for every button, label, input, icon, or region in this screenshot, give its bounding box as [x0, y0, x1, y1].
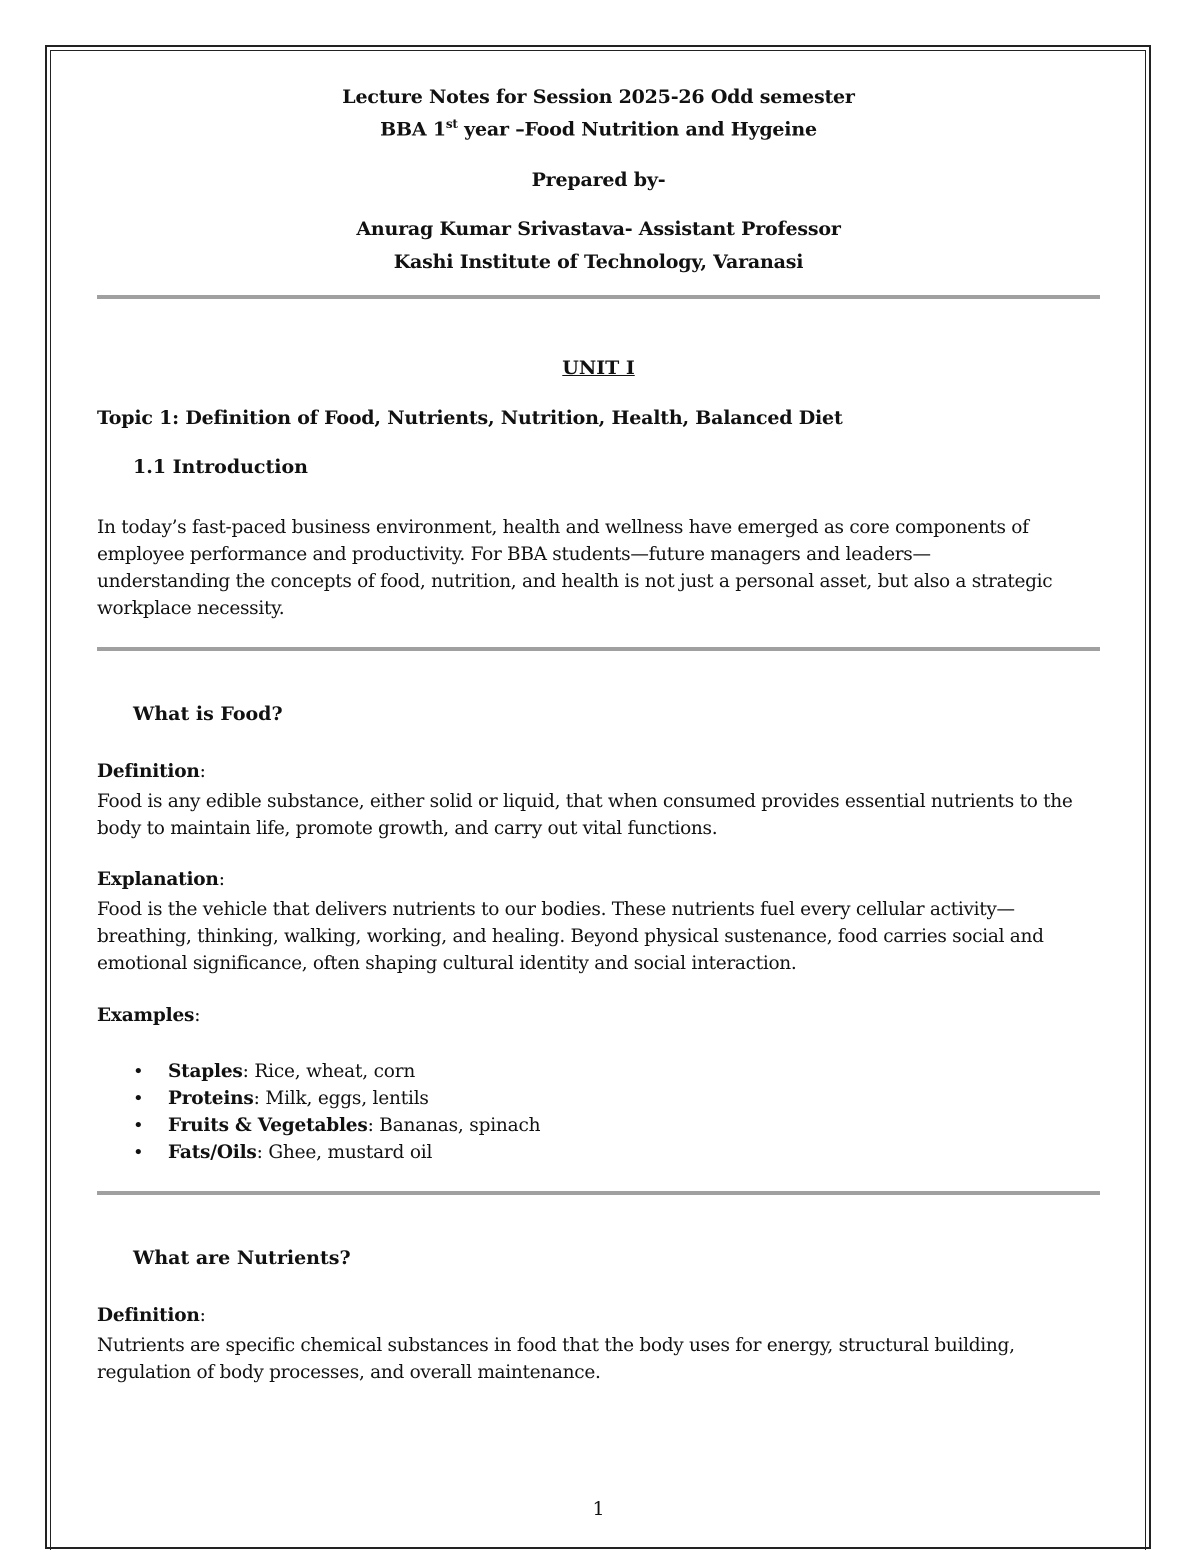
food-explanation [97, 896, 1100, 977]
food-definition-line: Food is any edible substance, either solid or liquid, that when consumed provides essential nutrients to the [97, 791, 1073, 812]
food-examples-list [97, 1058, 540, 1166]
list-item [97, 1139, 540, 1166]
food-heading: What is Food? [133, 703, 283, 725]
food-explanation-line: Food is the vehicle that delivers nutrients to our bodies. These nutrients fuel every cellular activity— [97, 899, 1015, 920]
intro-line: In today’s fast-paced business environment, health and wellness have emerged as core components of [97, 517, 1029, 538]
intro-line: employee performance and productivity. For BBA students—future managers and leaders— [97, 544, 931, 565]
nutrients-definition-line: Nutrients are specific chemical substances in food that the body uses for energy, structural building, [97, 1335, 1015, 1356]
intro-line: understanding the concepts of food, nutrition, and health is not just a personal asset, but also a strategic [97, 571, 1053, 592]
bullet-icon: • [133, 1142, 144, 1163]
list-item [97, 1112, 540, 1139]
food-explanation-line: emotional significance, often shaping cultural identity and social interaction. [97, 953, 797, 974]
intro-line: workplace necessity. [97, 598, 285, 619]
food-examples-label [97, 1005, 200, 1026]
divider [97, 1191, 1100, 1195]
example-items: : Bananas, spinach [367, 1115, 541, 1136]
label-text: Explanation [97, 869, 219, 890]
label-text: Definition [97, 761, 200, 782]
example-items: : Rice, wheat, corn [242, 1061, 416, 1082]
label-colon: : [218, 869, 225, 890]
label-colon: : [199, 761, 206, 782]
food-definition [97, 788, 1100, 842]
header-line-2 [97, 117, 1100, 140]
prepared-by: Prepared by- [531, 169, 666, 191]
header-line-2-post: year –Food Nutrition and Hygeine [457, 118, 817, 141]
unit-title: UNIT I [562, 357, 635, 379]
bullet-icon: • [133, 1115, 144, 1136]
label-colon: : [194, 1005, 201, 1026]
header-line-1: Lecture Notes for Session 2025-26 Odd semester [342, 86, 855, 108]
list-item [97, 1058, 540, 1085]
list-item [97, 1085, 540, 1112]
author-line: Anurag Kumar Srivastava- Assistant Professor [356, 218, 841, 240]
topic-title: Topic 1: Definition of Food, Nutrients, Nutrition, Health, Balanced Diet [97, 407, 843, 429]
header-line-2-sup: st [445, 117, 458, 131]
bullet-icon: • [133, 1061, 144, 1082]
nutrients-definition-line: regulation of body processes, and overall maintenance. [97, 1362, 601, 1383]
institute-line: Kashi Institute of Technology, Varanasi [393, 251, 804, 273]
food-explanation-label [97, 869, 225, 890]
label-colon: : [199, 1305, 206, 1326]
example-items: : Ghee, mustard oil [256, 1142, 433, 1163]
example-name: Proteins [168, 1088, 254, 1109]
food-explanation-line: breathing, thinking, walking, working, and healing. Beyond physical sustenance, food carries social and [97, 926, 1044, 947]
divider [97, 647, 1100, 651]
nutrients-definition-label [97, 1305, 206, 1326]
example-name: Staples [168, 1061, 243, 1082]
bullet-icon: • [133, 1088, 144, 1109]
nutrients-definition [97, 1332, 1100, 1386]
header-line-2-pre: BBA 1 [380, 118, 446, 141]
example-name: Fats/Oils [168, 1142, 257, 1163]
intro-heading: 1.1 Introduction [133, 456, 308, 478]
label-text: Examples [97, 1005, 195, 1026]
example-items: : Milk, eggs, lentils [253, 1088, 429, 1109]
example-name: Fruits & Vegetables [168, 1115, 368, 1136]
food-definition-label [97, 761, 206, 782]
intro-paragraph [97, 514, 1100, 622]
page-number: 1 [592, 1498, 605, 1520]
food-definition-line: body to maintain life, promote growth, and carry out vital functions. [97, 818, 718, 839]
label-text: Definition [97, 1305, 200, 1326]
divider [97, 295, 1100, 299]
nutrients-heading: What are Nutrients? [133, 1247, 351, 1269]
